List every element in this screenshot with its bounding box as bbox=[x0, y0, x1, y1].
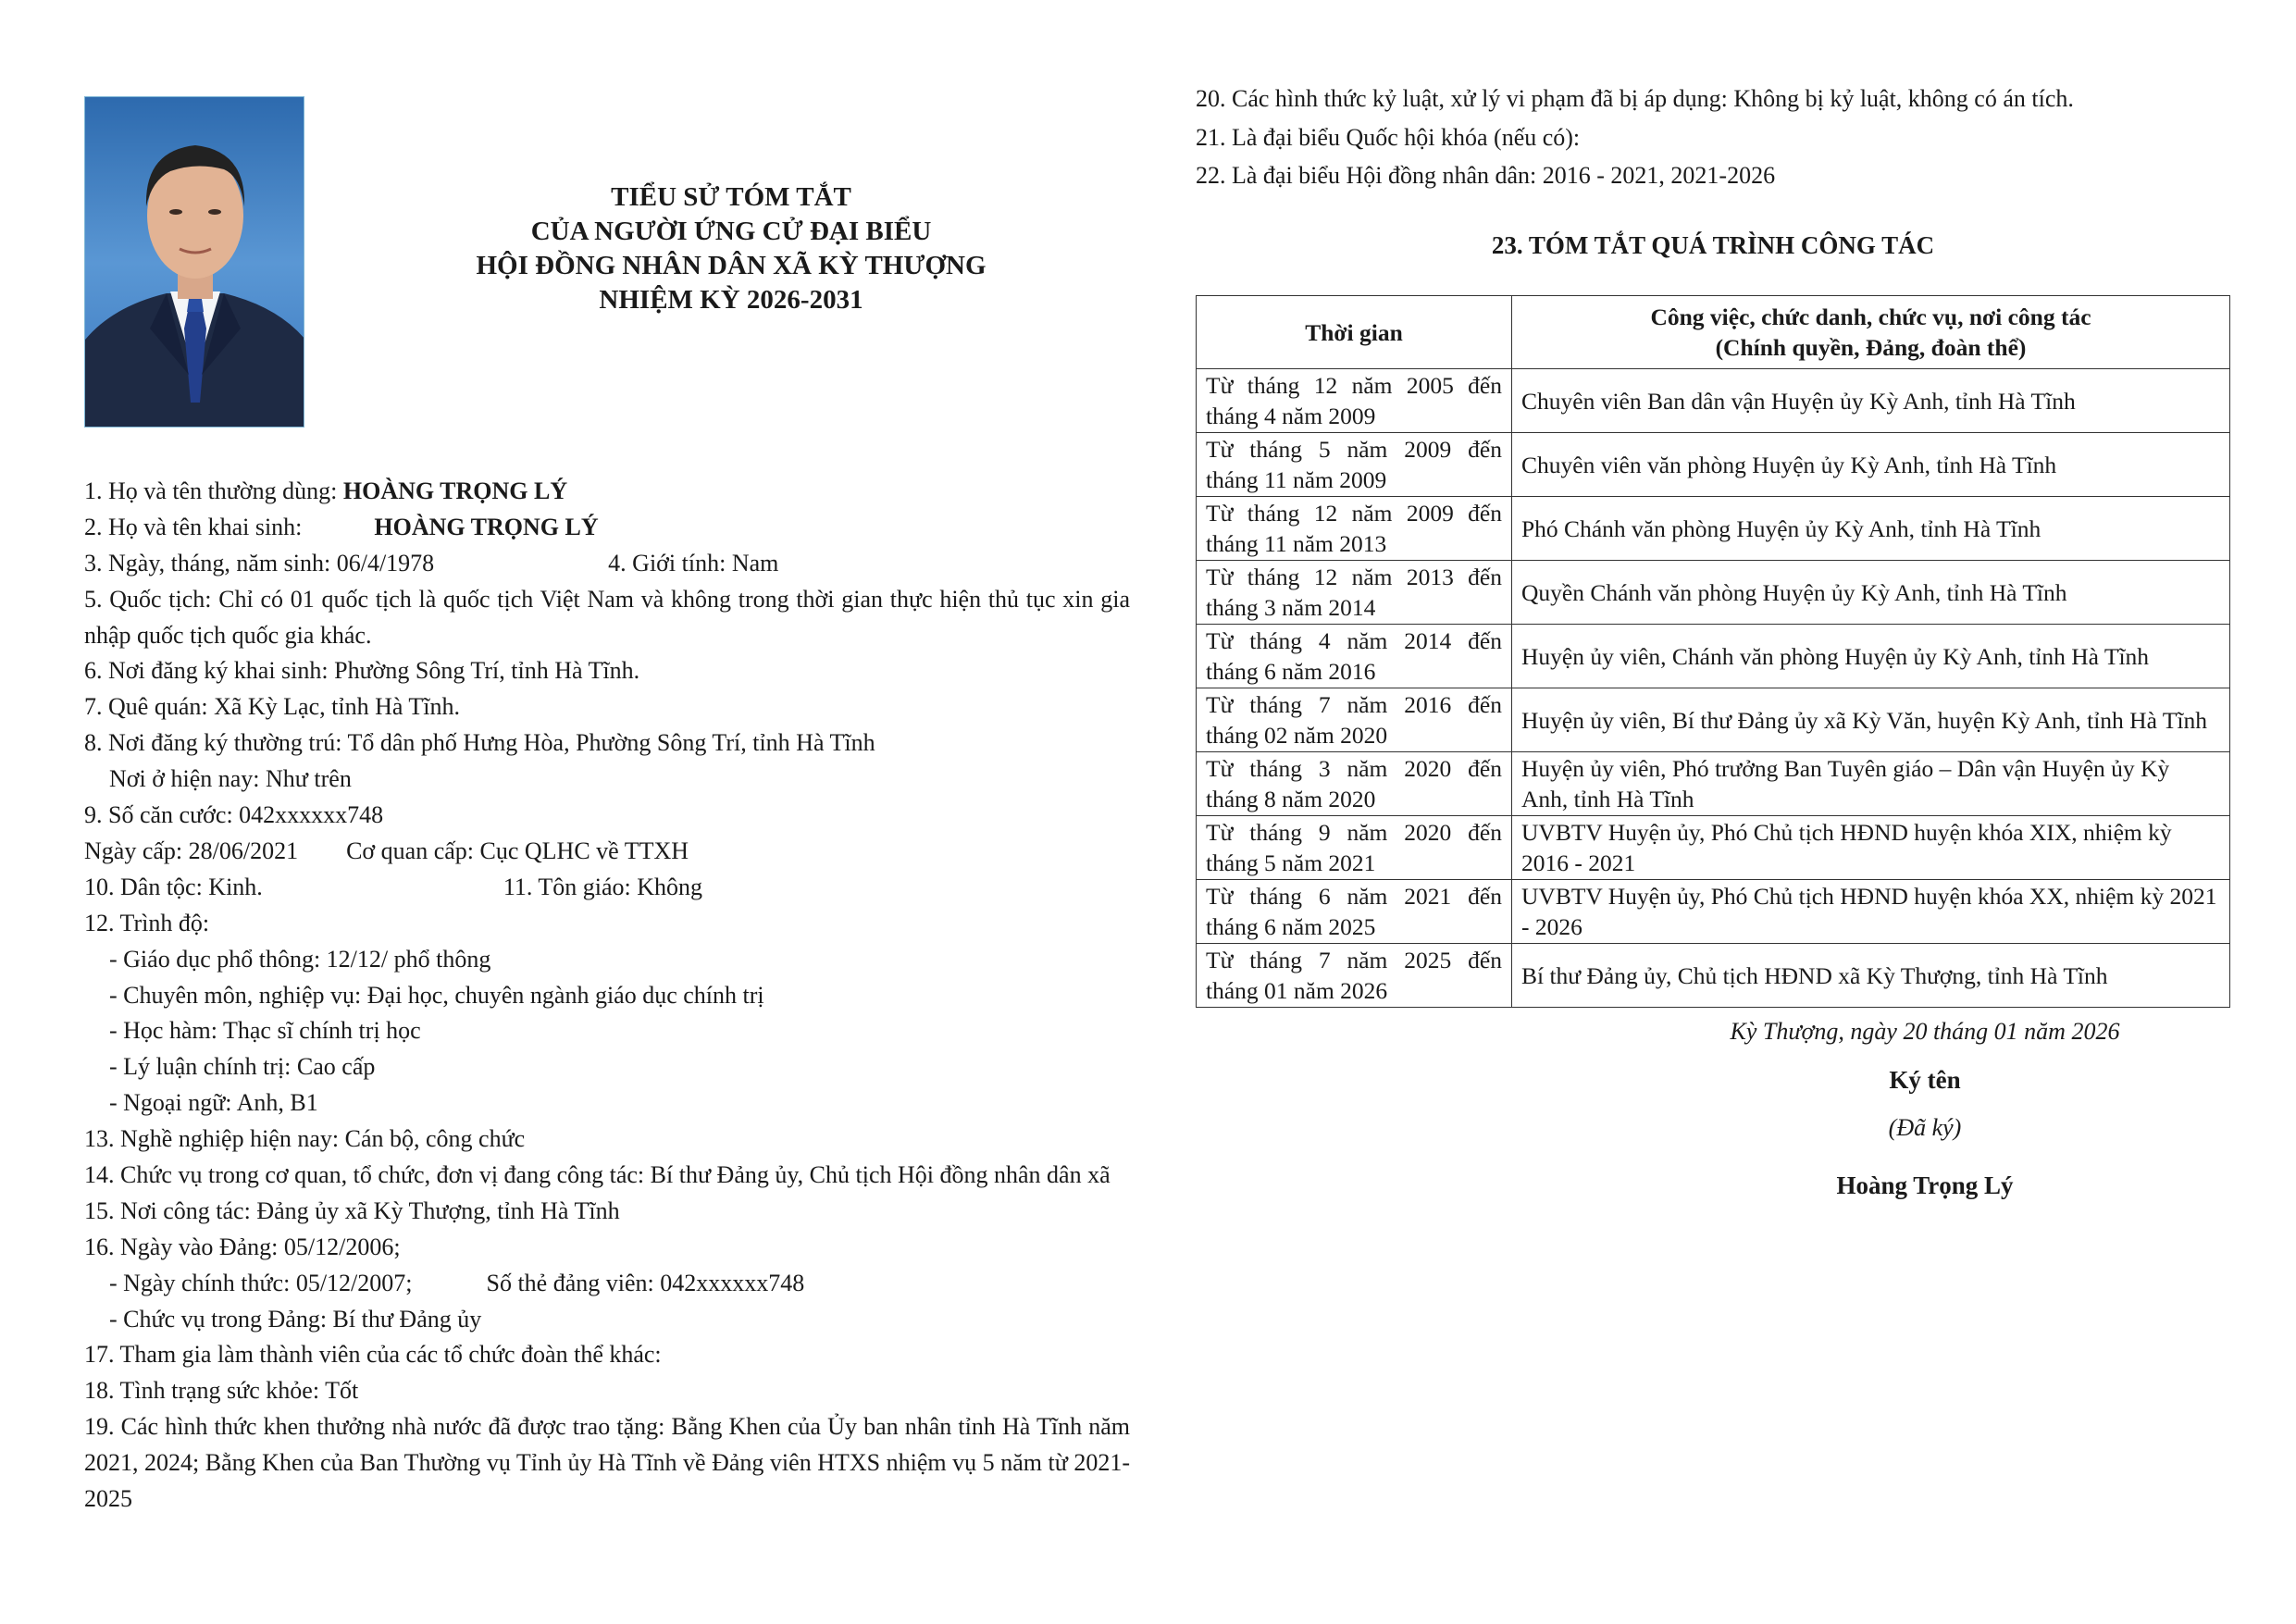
bio-section bbox=[84, 474, 1130, 1518]
bio-health: 18. Tình trạng sức khỏe: Tốt bbox=[84, 1377, 359, 1405]
row-time: Từ tháng 3 năm 2020 đến tháng 8 năm 2020 bbox=[1197, 752, 1512, 816]
bio-current-residence: Nơi ở hiện nay: Như trên bbox=[109, 765, 352, 793]
bio-education-general: - Giáo dục phổ thông: 12/12/ phổ thông bbox=[109, 945, 491, 973]
row-job: UVBTV Huyện ủy, Phó Chủ tịch HĐND huyện khóa XX, nhiệm kỳ 2021 - 2026 bbox=[1512, 880, 2230, 944]
bio-party-official-date: - Ngày chính thức: 05/12/2007; Số thẻ đảng viên: 042xxxxxx748 bbox=[109, 1269, 805, 1296]
bio-id-issue: Ngày cấp: 28/06/2021 Cơ quan cấp: Cục QLHC về TTXH bbox=[84, 837, 689, 864]
row-job: Phó Chánh văn phòng Huyện ủy Kỳ Anh, tỉnh Hà Tĩnh bbox=[1512, 497, 2230, 561]
row-time: Từ tháng 12 năm 2009 đến tháng 11 năm 2013 bbox=[1197, 497, 1512, 561]
document-title bbox=[389, 180, 1074, 317]
row-job: UVBTV Huyện ủy, Phó Chủ tịch HĐND huyện khóa XIX, nhiệm kỳ 2016 - 2021 bbox=[1512, 816, 2230, 880]
row-time: Từ tháng 4 năm 2014 đến tháng 6 năm 2016 bbox=[1197, 625, 1512, 688]
table-row bbox=[1197, 561, 2230, 625]
bio-common-name: 1. Họ và tên thường dùng: HOÀNG TRỌNG LÝ bbox=[84, 477, 568, 504]
table-row bbox=[1197, 816, 2230, 880]
row-time: Từ tháng 9 năm 2020 đến tháng 5 năm 2021 bbox=[1197, 816, 1512, 880]
row-time: Từ tháng 6 năm 2021 đến tháng 6 năm 2025 bbox=[1197, 880, 1512, 944]
signature-status: (Đã ký) bbox=[1888, 1114, 1962, 1141]
table-row bbox=[1197, 625, 2230, 688]
signer-name: Hoàng Trọng Lý bbox=[1836, 1172, 2014, 1199]
row-job: Huyện ủy viên, Bí thư Đảng ủy xã Kỳ Văn, huyện Kỳ Anh, tỉnh Hà Tĩnh bbox=[1512, 688, 2230, 752]
table-header-row bbox=[1197, 296, 2230, 369]
bio-discipline: 20. Các hình thức kỷ luật, xử lý vi phạm đã bị áp dụng: Không bị kỷ luật, không có án tích. bbox=[1196, 85, 2074, 112]
bio-political-theory: - Lý luận chính trị: Cao cấp bbox=[109, 1053, 376, 1081]
bio-awards: 19. Các hình thức khen thưởng nhà nước đã được trao tặng: Bằng Khen của Ủy ban nhân tỉnh Hà Tĩnh năm 2021, 2024; Bằng Khen của Ban Thường vụ Tỉnh ủy Hà Tĩnh về Đảng viên HTXS nhiệm vụ 5 năm từ 2021-2025 bbox=[84, 1413, 1130, 1513]
column-header-time: Thời gian bbox=[1197, 296, 1512, 369]
bio-hometown: 7. Quê quán: Xã Kỳ Lạc, tỉnh Hà Tĩnh. bbox=[84, 693, 461, 721]
column-header-job: Công việc, chức danh, chức vụ, nơi công tác (Chính quyền, Đảng, đoàn thể) bbox=[1512, 296, 2230, 369]
bio-birth-name: 2. Họ và tên khai sinh: HOÀNG TRỌNG LÝ bbox=[84, 513, 599, 540]
row-time: Từ tháng 7 năm 2025 đến tháng 01 năm 2026 bbox=[1197, 944, 1512, 1008]
bio-birth-registration: 6. Nơi đăng ký khai sinh: Phường Sông Trí, tỉnh Hà Tĩnh. bbox=[84, 657, 640, 685]
table-row bbox=[1197, 688, 2230, 752]
portrait-illustration bbox=[85, 97, 304, 428]
row-job: Chuyên viên văn phòng Huyện ủy Kỳ Anh, tỉnh Hà Tĩnh bbox=[1512, 433, 2230, 497]
row-time: Từ tháng 7 năm 2016 đến tháng 02 năm 2020 bbox=[1197, 688, 1512, 752]
table-row bbox=[1197, 944, 2230, 1008]
bio-occupation: 13. Nghề nghiệp hiện nay: Cán bộ, công chức bbox=[84, 1125, 526, 1153]
row-job: Huyện ủy viên, Phó trưởng Ban Tuyên giáo – Dân vận Huyện ủy Kỳ Anh, tỉnh Hà Tĩnh bbox=[1512, 752, 2230, 816]
table-row bbox=[1197, 497, 2230, 561]
title-line-4: NHIỆM KỲ 2026-2031 bbox=[599, 285, 863, 315]
bio-education-professional: - Chuyên môn, nghiệp vụ: Đại học, chuyên ngành giáo dục chính trị bbox=[109, 981, 764, 1009]
portrait-photo bbox=[84, 96, 304, 428]
bio-other-organizations: 17. Tham gia làm thành viên của các tổ chức đoàn thể khác: bbox=[84, 1341, 662, 1369]
bio-ethnicity-religion: 10. Dân tộc: Kinh. 11. Tôn giáo: Không bbox=[84, 873, 703, 900]
bio-foreign-language: - Ngoại ngữ: Anh, B1 bbox=[109, 1089, 318, 1117]
work-history-title: 23. TÓM TẮT QUÁ TRÌNH CÔNG TÁC bbox=[1491, 231, 1935, 259]
bio-dob-gender: 3. Ngày, tháng, năm sinh: 06/4/1978 4. Giới tính: Nam bbox=[84, 549, 779, 576]
title-line-1: TIỂU SỬ TÓM TẮT bbox=[611, 182, 851, 212]
work-history-table bbox=[1196, 295, 2230, 1008]
row-time: Từ tháng 12 năm 2005 đến tháng 4 năm 2009 bbox=[1197, 369, 1512, 433]
bio-nationality: 5. Quốc tịch: Chỉ có 01 quốc tịch là quốc tịch Việt Nam và không trong thời gian thực hiện thủ tục xin gia nhập quốc tịch quốc gia khác. bbox=[84, 585, 1130, 649]
bio-national-assembly: 21. Là đại biểu Quốc hội khóa (nếu có): bbox=[1196, 123, 1581, 151]
bio-workplace: 15. Nơi công tác: Đảng ủy xã Kỳ Thượng, tỉnh Hà Tĩnh bbox=[84, 1196, 620, 1224]
row-job: Chuyên viên Ban dân vận Huyện ủy Kỳ Anh, tỉnh Hà Tĩnh bbox=[1512, 369, 2230, 433]
title-line-3: HỘI ĐỒNG NHÂN DÂN XÃ KỲ THƯỢNG bbox=[476, 251, 987, 280]
signature-label: Ký tên bbox=[1889, 1066, 1961, 1094]
table-row bbox=[1197, 880, 2230, 944]
row-job: Huyện ủy viên, Chánh văn phòng Huyện ủy Kỳ Anh, tỉnh Hà Tĩnh bbox=[1512, 625, 2230, 688]
bio-section-continued bbox=[1196, 80, 2223, 195]
signature-place-date: Kỳ Thượng, ngày 20 tháng 01 năm 2026 bbox=[1730, 1018, 2120, 1045]
row-time: Từ tháng 12 năm 2013 đến tháng 3 năm 2014 bbox=[1197, 561, 1512, 625]
table-row bbox=[1197, 752, 2230, 816]
table-row bbox=[1197, 433, 2230, 497]
bio-party-join-date: 16. Ngày vào Đảng: 05/12/2006; bbox=[84, 1233, 401, 1260]
bio-position: 14. Chức vụ trong cơ quan, tổ chức, đơn vị đang công tác: Bí thư Đảng ủy, Chủ tịch Hội đồng nhân dân xã bbox=[84, 1160, 1111, 1188]
table-row bbox=[1197, 369, 2230, 433]
bio-education-heading: 12. Trình độ: bbox=[84, 909, 210, 936]
row-job: Bí thư Đảng ủy, Chủ tịch HĐND xã Kỳ Thượng, tỉnh Hà Tĩnh bbox=[1512, 944, 2230, 1008]
bio-permanent-residence: 8. Nơi đăng ký thường trú: Tổ dân phố Hưng Hòa, Phường Sông Trí, tỉnh Hà Tĩnh bbox=[84, 729, 875, 757]
row-time: Từ tháng 5 năm 2009 đến tháng 11 năm 2009 bbox=[1197, 433, 1512, 497]
title-line-2: CỦA NGƯỜI ỨNG CỬ ĐẠI BIỂU bbox=[530, 217, 932, 246]
bio-peoples-council: 22. Là đại biểu Hội đồng nhân dân: 2016 - 2021, 2021-2026 bbox=[1196, 162, 1776, 189]
bio-academic-title: - Học hàm: Thạc sĩ chính trị học bbox=[109, 1017, 421, 1045]
bio-id-number: 9. Số căn cước: 042xxxxxx748 bbox=[84, 801, 384, 829]
row-job: Quyền Chánh văn phòng Huyện ủy Kỳ Anh, tỉnh Hà Tĩnh bbox=[1512, 561, 2230, 625]
bio-party-position: - Chức vụ trong Đảng: Bí thư Đảng ủy bbox=[109, 1305, 482, 1333]
